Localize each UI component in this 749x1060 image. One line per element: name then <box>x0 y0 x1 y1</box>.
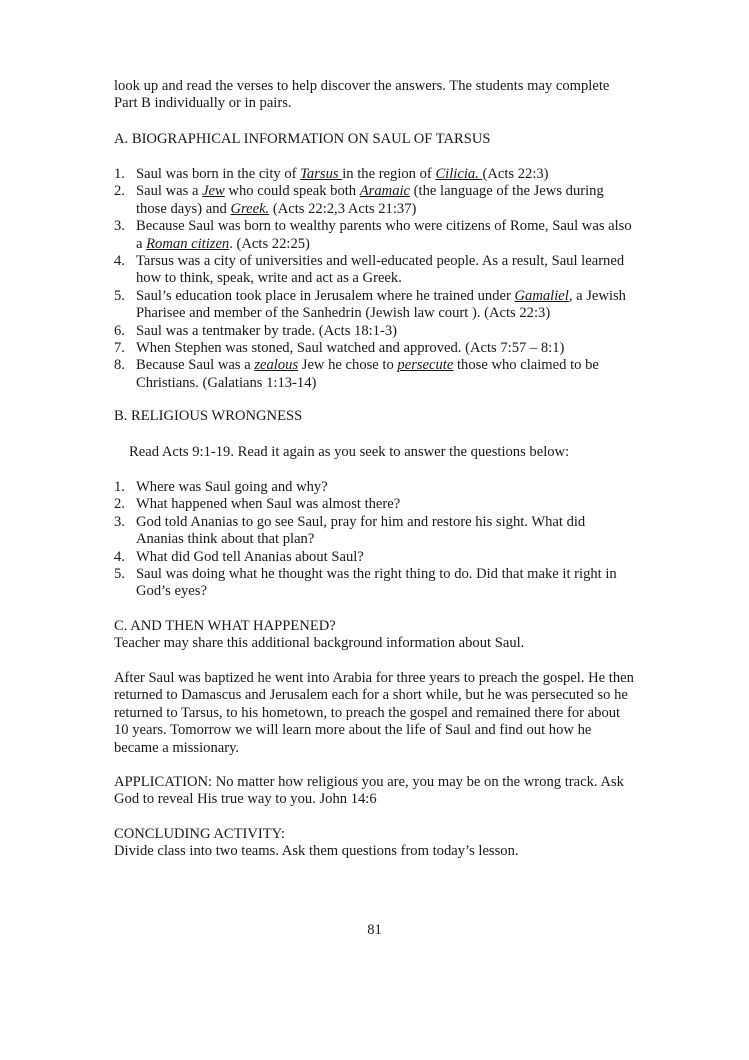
section-b-instruction: Read Acts 9:1-19. Read it again as you seek to answer the questions below: <box>129 444 570 460</box>
intro-paragraph: look up and read the verses to help discover the answers. The students may complete Part B individually or in pairs. <box>114 78 610 112</box>
list-item: 1. Where was Saul going and why? <box>114 479 328 495</box>
list-item: 5. Saul’s education took place in Jerusalem where he trained under Gamaliel, a Jewish Pharisee and member of the Sanhedrin (Jewish law court ). (Acts 22:3) <box>114 287 626 322</box>
answer-fill: Aramaic <box>359 183 411 200</box>
list-item: 3. God told Ananias to go see Saul, pray for him and restore his sight. What did Ananias think about that plan? <box>114 513 586 548</box>
application-label: APPLICATION: <box>114 774 213 790</box>
answer-fill: Roman citizen <box>146 235 230 252</box>
section-b-list <box>114 479 634 601</box>
application-text: No matter how religious you are, you may be on the wrong track. Ask God to reveal His true way to you. John 14:6 <box>114 774 624 808</box>
concluding-heading: CONCLUDING ACTIVITY: <box>114 826 285 842</box>
answer-fill: persecute <box>397 357 454 374</box>
answer-fill: Tarsus <box>300 166 343 182</box>
section-c-heading: C. AND THEN WHAT HAPPENED? <box>114 618 336 634</box>
list-item: 1. Saul was born in the city of Tarsus in the region of Cilicia. (Acts 22:3) <box>114 166 549 182</box>
page-number: 81 <box>367 922 382 938</box>
answer-fill: Cilicia. <box>435 166 483 182</box>
section-c-note: Teacher may share this additional background information about Saul. <box>114 635 525 651</box>
list-item: 6. Saul was a tentmaker by trade. (Acts 18:1-3) <box>114 322 397 339</box>
section-a-heading: A. BIOGRAPHICAL INFORMATION ON SAUL OF TARSUS <box>114 131 491 147</box>
list-item: 8. Because Saul was a zealous Jew he chose to persecute those who claimed to be Christians. (Galatians 1:13-14) <box>114 357 599 391</box>
list-item: 3. Because Saul was born to wealthy parents who were citizens of Rome, Saul was also a Roman citizen. (Acts 22:25) <box>114 218 632 252</box>
list-item: 4. Tarsus was a city of universities and well-educated people. As a result, Saul learned how to think, speak, write and act as a Greek. <box>114 253 625 287</box>
list-item: 4. What did God tell Ananias about Saul? <box>114 548 364 565</box>
application-paragraph <box>114 774 634 809</box>
answer-fill: Gamaliel <box>514 287 569 304</box>
list-item: 7. When Stephen was stoned, Saul watched and approved. (Acts 7:57 – 8:1) <box>114 340 565 357</box>
list-item: 5. Saul was doing what he thought was the right thing to do. Did that make it right in God’s eyes? <box>114 566 617 600</box>
concluding-text: Divide class into two teams. Ask them questions from today’s lesson. <box>114 843 519 859</box>
section-b-heading: B. RELIGIOUS WRONGNESS <box>114 408 303 424</box>
answer-fill: Jew <box>202 183 225 200</box>
answer-fill: Greek. <box>230 200 270 217</box>
list-item: 2. Saul was a Jew who could speak both Aramaic (the language of the Jews during those days) and Greek. (Acts 22:2,3 Acts 21:37) <box>114 183 604 217</box>
section-c-paragraph: After Saul was baptized he went into Arabia for three years to preach the gospel. He then returned to Damascus and Jerusalem each for a short while, but he was persecuted so he returned to Tarsus, to his hometown, to preach the gospel and remained there for about 10 years. Tomorrow we will learn more about the life of Saul and find out how he became a missionary. <box>114 670 634 756</box>
list-item: 2. What happened when Saul was almost there? <box>114 496 401 513</box>
section-a-list <box>114 166 634 392</box>
answer-fill: zealous <box>254 357 299 374</box>
